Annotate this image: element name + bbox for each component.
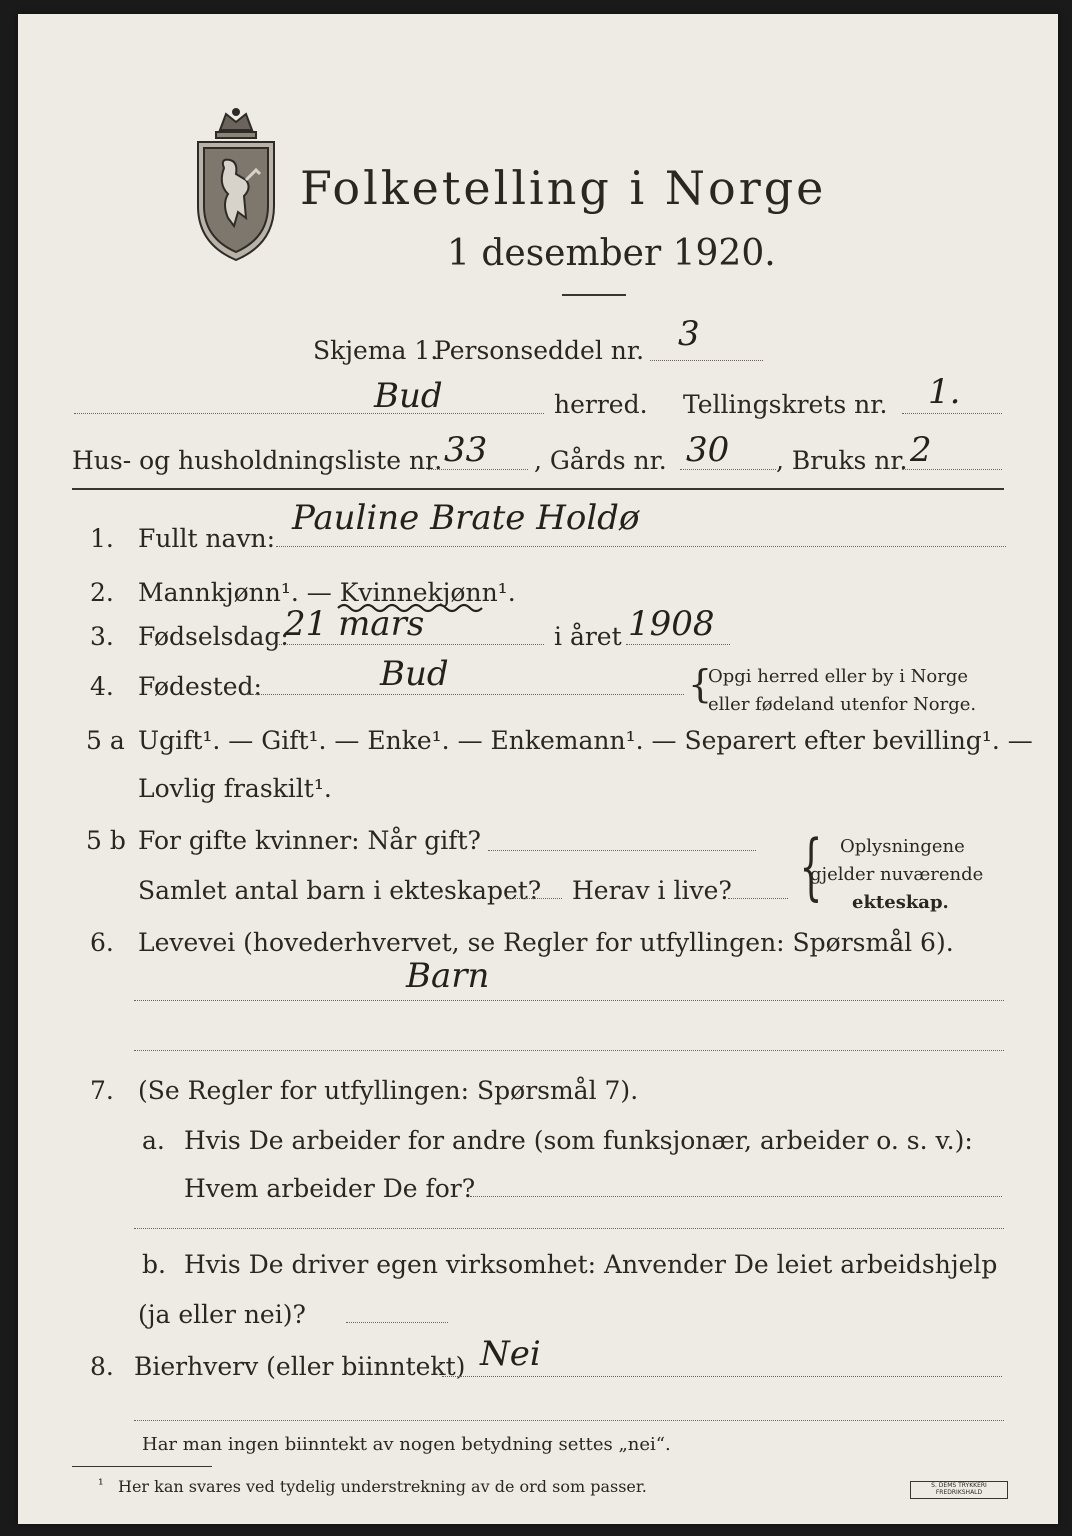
birthday-value: 21 mars: [284, 604, 425, 644]
employer-field[interactable]: [470, 1196, 1002, 1197]
children-count-field[interactable]: [506, 898, 562, 899]
q3-number: 3.: [90, 622, 114, 651]
q4-number: 4.: [90, 672, 114, 701]
personseddel-label: Personseddel nr.: [434, 336, 645, 365]
q7-label: (Se Regler for utfyllingen: Spørsmål 7).: [138, 1076, 639, 1105]
form-title: Folketelling i Norge: [300, 161, 827, 215]
tellingskrets-label: Tellingskrets nr.: [683, 390, 888, 419]
birthday-field[interactable]: [272, 644, 544, 645]
husholdningsliste-label: Hus- og husholdningsliste nr.: [72, 446, 443, 475]
occupation-field-line2[interactable]: [134, 1050, 1004, 1051]
married-date-field[interactable]: [488, 850, 756, 851]
q5b-children-label: Samlet antal barn i ekteskapet?: [138, 876, 542, 905]
q5b-note-line1: Oplysningene: [840, 836, 965, 857]
footnote-mark: ¹: [98, 1477, 104, 1493]
husholdningsliste-value: 33: [444, 430, 488, 470]
birth-year-value: 1908: [628, 604, 715, 644]
side-income-field[interactable]: [442, 1376, 1002, 1377]
birthplace-field[interactable]: [246, 694, 684, 695]
q7b-line1: Hvis De driver egen virksomhet: Anvender De leiet arbeidshjelp: [184, 1250, 998, 1279]
skjema-label: Skjema 1.: [313, 336, 439, 365]
tellingskrets-field[interactable]: [902, 413, 1002, 414]
q1-label: Fullt navn:: [138, 524, 276, 553]
occupation-field-line1[interactable]: [134, 1000, 1004, 1001]
q5b-note-line3: ekteskap.: [852, 892, 949, 913]
q7b-letter: b.: [142, 1250, 166, 1279]
q7-number: 7.: [90, 1076, 114, 1105]
coat-of-arms-icon: [190, 108, 282, 264]
marital-status-line2[interactable]: Lovlig fraskilt¹.: [138, 774, 332, 803]
q5b-note-line2: gjelder nuværende: [810, 864, 984, 885]
printer-stamp: [910, 1481, 1008, 1499]
q4-label: Fødested:: [138, 672, 262, 701]
side-income-value: Nei: [480, 1334, 541, 1374]
personseddel-field[interactable]: [650, 360, 763, 361]
birth-year-field[interactable]: [626, 644, 730, 645]
q5b-number: 5 b: [86, 826, 126, 855]
q8-number: 8.: [90, 1352, 114, 1381]
full-name-field[interactable]: [276, 546, 1006, 547]
q1-number: 1.: [90, 524, 114, 553]
q6-label: Levevei (hovederhvervet, se Regler for utfyllingen: Spørsmål 6).: [138, 928, 954, 957]
occupation-value: Barn: [406, 956, 490, 996]
q7a-line2: Hvem arbeider De for?: [184, 1174, 476, 1203]
side-income-note: Har man ingen biinntekt av nogen betydning settes „nei“.: [142, 1434, 671, 1455]
header-divider: [72, 488, 1004, 490]
q3-label: Fødselsdag:: [138, 622, 289, 651]
q4-brace: {: [688, 662, 713, 706]
printer-stamp-line1: S. DEMS TRYKKERI: [931, 1482, 987, 1489]
employer-field-line2[interactable]: [134, 1228, 1004, 1229]
q5b-married-label: For gifte kvinner: Når gift?: [138, 826, 481, 855]
bruks-label: , Bruks nr.: [776, 446, 908, 475]
q5a-number: 5 a: [86, 726, 125, 755]
title-divider: [562, 294, 626, 296]
gards-nr-label: , Gårds nr.: [534, 446, 667, 475]
q5b-brace: {: [799, 824, 823, 908]
footnote-divider: [72, 1466, 212, 1467]
side-income-field-line2[interactable]: [134, 1420, 1004, 1421]
q8-label: Bierhverv (eller biinntekt): [134, 1352, 466, 1381]
q7a-letter: a.: [142, 1126, 165, 1155]
q5b-alive-label: Herav i live?: [572, 876, 732, 905]
q7b-line2: (ja eller nei)?: [138, 1300, 306, 1329]
birthplace-value: Bud: [380, 654, 449, 694]
bruks-value: 2: [910, 430, 932, 470]
marital-status-options[interactable]: Ugift¹. — Gift¹. — Enke¹. — Enkemann¹. — Separert efter bevilling¹. —: [138, 726, 1033, 755]
q6-number: 6.: [90, 928, 114, 957]
gards-value: 30: [686, 430, 730, 470]
gender-options[interactable]: Mannkjønn¹. — Kvinnekjønn¹.: [138, 578, 516, 607]
q4-note-line2: eller fødeland utenfor Norge.: [708, 694, 977, 715]
footnote-text: Her kan svares ved tydelig understrekning av de ord som passer.: [118, 1477, 647, 1496]
herred-value: Bud: [374, 376, 443, 416]
hired-help-field[interactable]: [346, 1322, 448, 1323]
tellingskrets-value: 1.: [928, 372, 961, 412]
q2-number: 2.: [90, 578, 114, 607]
herred-field[interactable]: [74, 413, 544, 414]
full-name-value: Pauline Brate Holdø: [292, 498, 640, 538]
q4-note-line1: Opgi herred eller by i Norge: [708, 666, 969, 687]
q7a-line1: Hvis De arbeider for andre (som funksjonær, arbeider o. s. v.):: [184, 1126, 973, 1155]
q3-year-label: i året: [554, 622, 622, 651]
census-date: 1 desember 1920.: [447, 233, 776, 274]
personseddel-value: 3: [678, 314, 700, 354]
children-alive-field[interactable]: [728, 898, 788, 899]
herred-label: herred.: [554, 390, 648, 419]
printer-stamp-line2: FREDRIKSHALD: [935, 1489, 983, 1496]
